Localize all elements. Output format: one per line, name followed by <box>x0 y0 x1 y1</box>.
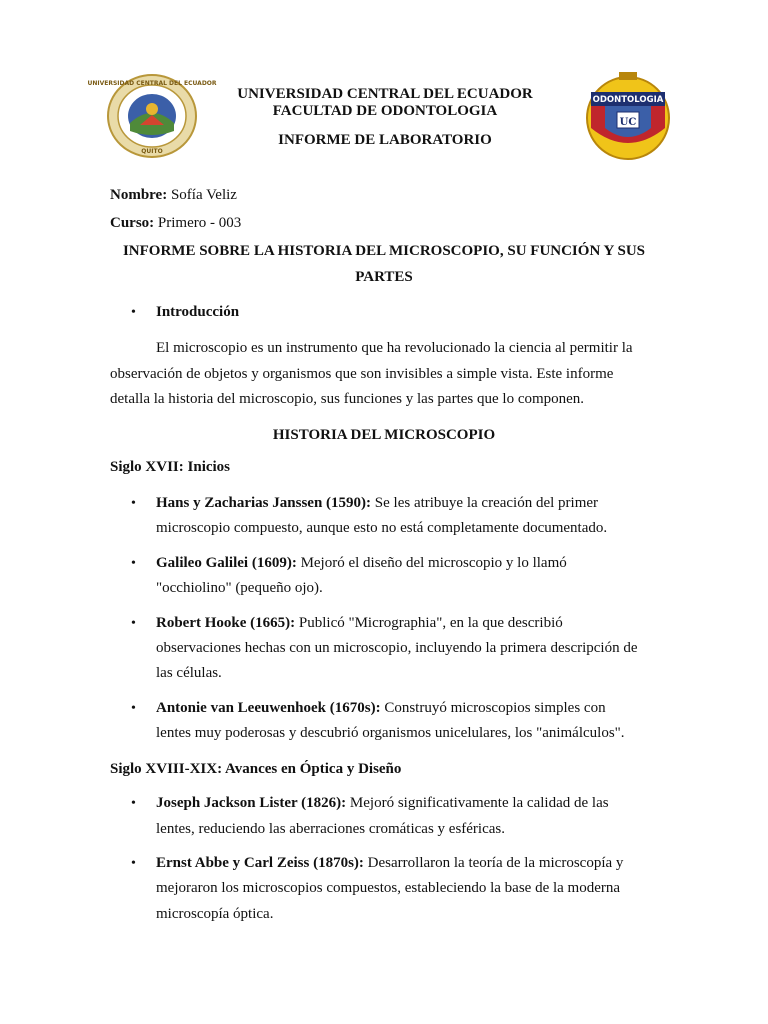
name-label: Nombre: <box>110 187 168 203</box>
logo-text: ODONTOLOGIA <box>592 95 664 105</box>
item-text: Publicó "Micrographia", en la que describió <box>295 615 563 631</box>
bullet-icon: • <box>131 305 136 320</box>
intro-paragraph-line-3: detalla la historia del microscopio, sus funciones y las partes que lo componen. <box>110 391 585 407</box>
bullet-icon: • <box>131 616 136 631</box>
list-item-janssen <box>156 495 598 512</box>
bullet-icon: • <box>131 796 136 811</box>
list-item-leeuwenhoek-cont: lentes muy poderosas y descubrió organismos unicelulares, los "animálculos". <box>156 725 625 741</box>
item-bold: Antonie van Leeuwenhoek (1670s): <box>156 700 381 716</box>
list-item-lister <box>156 795 609 812</box>
seal-text: UNIVERSIDAD CENTRAL DEL ECUADOR <box>87 80 217 87</box>
student-name-line <box>110 187 237 204</box>
list-item-leeuwenhoek <box>156 700 606 717</box>
bullet-icon: • <box>131 556 136 571</box>
name-value: Sofía Veliz <box>170 187 237 203</box>
report-type: INFORME DE LABORATORIO <box>278 132 492 148</box>
list-item-janssen-cont: microscopio compuesto, aunque esto no está completamente documentado. <box>156 520 608 536</box>
list-item-hooke-cont-2: las células. <box>156 665 222 681</box>
list-item-hooke-cont-1: observaciones hechas con un microscopio, incluyendo la primera descripción de <box>156 640 638 656</box>
intro-paragraph-line-2: observación de objetos y organismos que son invisibles a simple vista. Este informe <box>110 366 614 382</box>
list-item-lister-cont: lentes, reduciendo las aberraciones cromáticas y esféricas. <box>156 821 505 837</box>
item-text: Mejoró el diseño del microscopio y lo llamó <box>296 555 567 571</box>
item-text: Mejoró significativamente la calidad de las <box>346 795 609 811</box>
item-bold: Robert Hooke (1665): <box>156 615 296 631</box>
student-course-line <box>110 215 241 232</box>
item-bold: Joseph Jackson Lister (1826): <box>156 795 347 811</box>
university-seal-logo <box>87 73 217 159</box>
list-item-abbe-zeiss-cont-2: microscopía óptica. <box>156 906 274 922</box>
course-value: Primero - 003 <box>157 215 242 231</box>
bullet-icon: • <box>131 856 136 871</box>
bullet-icon: • <box>131 701 136 716</box>
item-text: Desarrollaron la teoría de la microscopía y <box>363 855 624 871</box>
intro-heading: Introducción <box>156 304 240 320</box>
item-text: Construyó microscopios simples con <box>380 700 606 716</box>
university-name: UNIVERSIDAD CENTRAL DEL ECUADOR <box>237 86 533 102</box>
section-heading-17th-century: Siglo XVII: Inicios <box>110 459 231 475</box>
list-item-galileo-cont: "occhiolino" (pequeño ojo). <box>156 580 323 596</box>
report-title-line-1: INFORME SOBRE LA HISTORIA DEL MICROSCOPIO, SU FUNCIÓN Y SUS <box>122 243 646 259</box>
item-text: Se les atribuye la creación del primer <box>371 495 599 511</box>
history-heading: HISTORIA DEL MICROSCOPIO <box>272 427 496 443</box>
list-item-abbe-zeiss <box>156 855 623 872</box>
bullet-icon: • <box>131 496 136 511</box>
odontologia-logo <box>583 72 673 160</box>
intro-paragraph-line-1: El microscopio es un instrumento que ha revolucionado la ciencia al permitir la <box>156 340 633 356</box>
list-item-hooke <box>156 615 563 632</box>
seal-city-text: QUITO <box>141 148 163 155</box>
item-bold: Ernst Abbe y Carl Zeiss (1870s): <box>156 855 364 871</box>
list-item-galileo <box>156 555 567 572</box>
logo-initials: UC <box>619 117 637 128</box>
report-title-line-2: PARTES <box>355 269 413 285</box>
faculty-name: FACULTAD DE ODONTOLOGIA <box>272 103 498 119</box>
section-heading-18th-19th-century: Siglo XVIII-XIX: Avances en Óptica y Diseño <box>110 761 402 777</box>
item-bold: Hans y Zacharias Janssen (1590): <box>156 495 372 511</box>
list-item-abbe-zeiss-cont-1: mejoraron los microscopios compuestos, estableciendo la base de la moderna <box>156 880 621 896</box>
item-bold: Galileo Galilei (1609): <box>156 555 297 571</box>
course-label: Curso: <box>110 215 155 231</box>
